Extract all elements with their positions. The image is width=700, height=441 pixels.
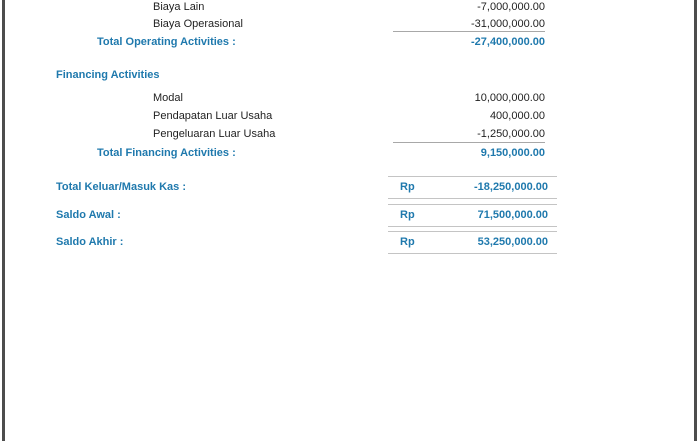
financing-section-heading: Financing Activities xyxy=(56,69,160,81)
summary-label-saldo-akhir: Saldo Akhir : xyxy=(56,236,124,248)
page-left-border xyxy=(2,0,5,441)
currency-label: Rp xyxy=(400,209,415,221)
item-amount: 10,000,000.00 xyxy=(474,92,545,104)
summary-label-saldo-awal: Saldo Awal : xyxy=(56,209,121,221)
item-label: Modal xyxy=(153,92,183,104)
item-label: Biaya Operasional xyxy=(153,18,243,30)
financing-total-label: Total Financing Activities : xyxy=(97,147,236,159)
currency-label: Rp xyxy=(400,181,415,193)
item-amount: -7,000,000.00 xyxy=(477,1,545,13)
operating-total-amount: -27,400,000.00 xyxy=(393,31,545,48)
summary-amount: 53,250,000.00 xyxy=(477,236,548,248)
summary-amount: 71,500,000.00 xyxy=(477,209,548,221)
currency-label: Rp xyxy=(400,236,415,248)
item-label: Pengeluaran Luar Usaha xyxy=(153,128,276,140)
summary-amount: -18,250,000.00 xyxy=(473,181,548,193)
summary-label-total-keluar-masuk-kas: Total Keluar/Masuk Kas : xyxy=(56,181,186,193)
page-right-border xyxy=(694,0,697,441)
item-label: Biaya Lain xyxy=(153,1,205,13)
item-amount: -31,000,000.00 xyxy=(470,18,545,30)
operating-total-label: Total Operating Activities : xyxy=(97,36,236,48)
summary-amount-cell xyxy=(388,176,557,199)
summary-amount-cell xyxy=(388,231,557,254)
summary-amount-cell xyxy=(388,204,557,227)
item-amount: 400,000.00 xyxy=(489,110,545,122)
item-amount: -1,250,000.00 xyxy=(477,128,545,140)
financing-total-amount: 9,150,000.00 xyxy=(393,142,545,159)
item-label: Pendapatan Luar Usaha xyxy=(153,110,273,122)
